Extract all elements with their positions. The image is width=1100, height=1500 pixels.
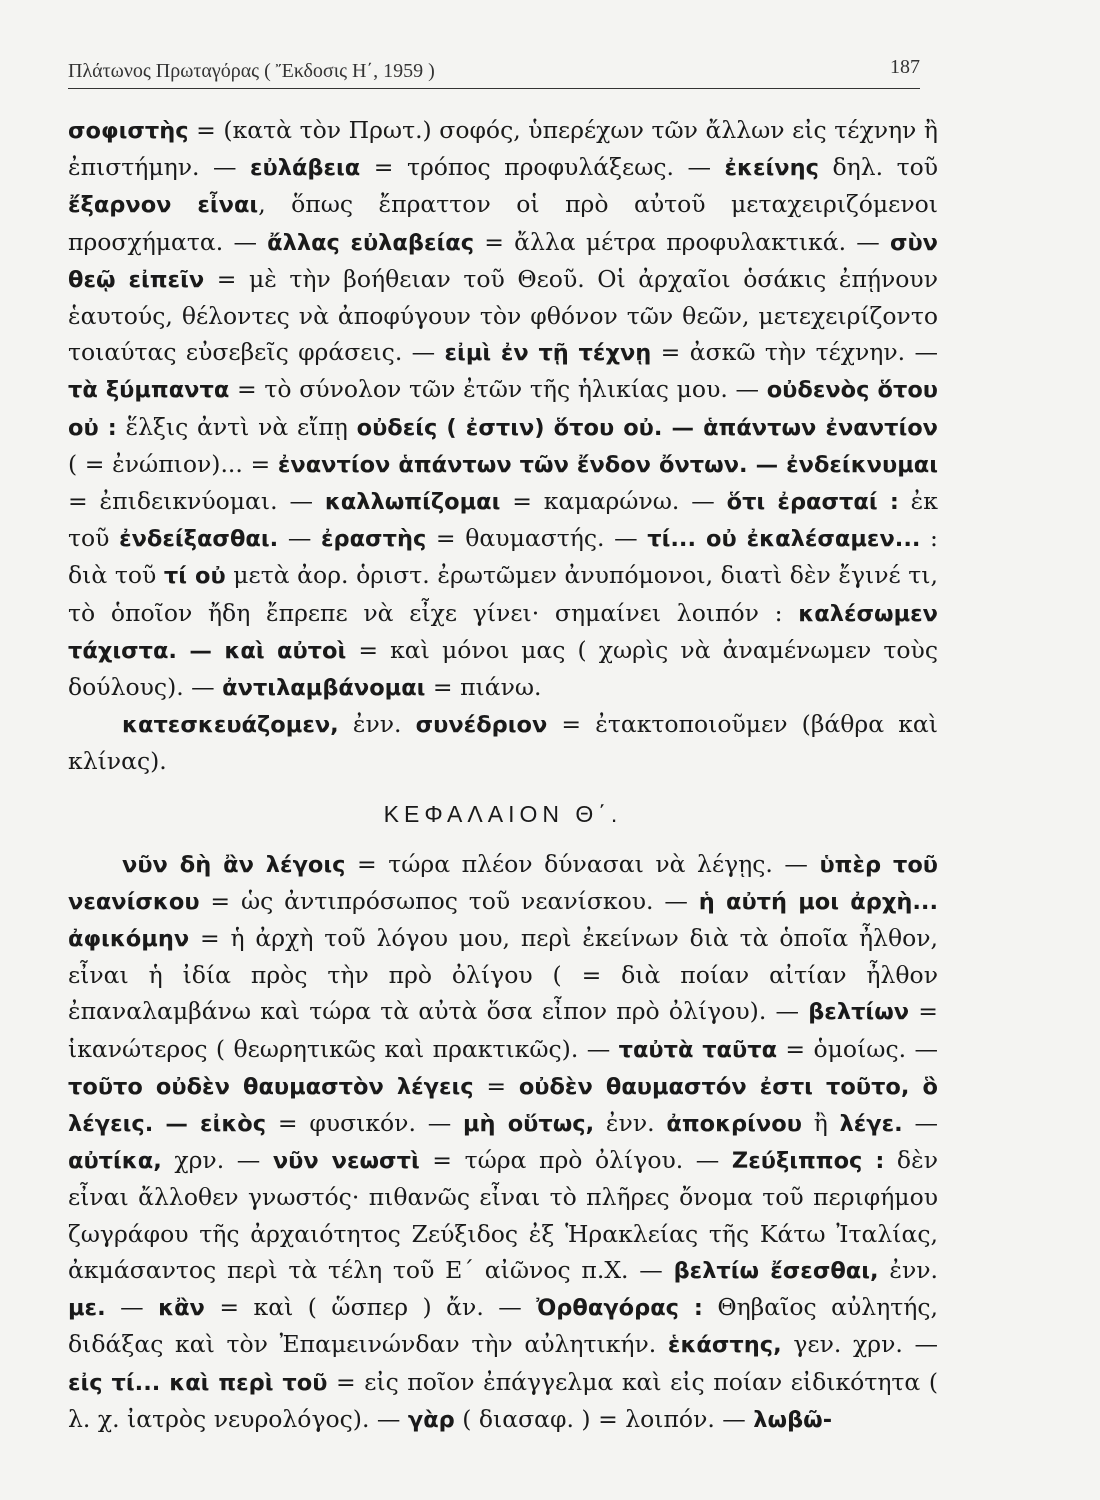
gloss-text: = μὲ τὴν βοήθειαν τοῦ Θεοῦ. Οἱ ἀρχαῖοι ὁσάκις ἐπῄνουν ἑαυτούς, θέλοντες νὰ ἀποφύγουν τὸν φθόνον τῶν θεῶν, μετεχειρίζοντο τοιαύτας εὐσεβεῖς φράσεις. — [68,264,939,367]
gloss-text: = εἰς ποῖον ἐπάγγελμα καὶ εἰς ποίαν εἰδικότητα ( λ. χ. ἰατρὸς νευρολόγος). — [68,1367,938,1433]
running-header [68,52,920,89]
gloss-text: = ἐτακτοποιοῦμεν (βάθρα καὶ κλίνας). [68,710,939,776]
gloss-text: ( διασαφ. ) = λοιπόν. — [454,1404,754,1433]
commentary-paragraph-1 [68,112,938,706]
gloss-text: = καμαρώνω. — [500,487,727,516]
gloss-text: δὲν εἶναι ἄλλοθεν γνωστός· πιθανῶς εἶναι τὸ πλῆρες ὄνομα τοῦ περιφήμου ζωγράφου τῆς ἀρχαιότητος Ζεύξιδος ἐξ Ἡρακλείας τῆς Κάτω Ἰταλίας, ἀκμάσαντος περὶ τὰ τέλη τοῦ Ε΄ αἰῶνος π.Χ. — [68,1146,938,1284]
commentary-paragraph-2 [68,706,938,779]
lemma-term: με. [68,1295,106,1322]
gloss-text: — [902,1109,938,1138]
gloss-text: ἐνν. [594,1109,667,1138]
gloss-text: = θαυμαστής. — [426,524,648,553]
gloss-text: = πιάνω. [425,673,542,702]
gloss-text: ἐκ τοῦ [68,487,938,553]
lemma-term: Ζεύξιππος : [731,1148,885,1175]
commentary-paragraph-3 [68,846,938,1438]
lemma-term: ὑπὲρ τοῦ νεανίσκου [68,851,938,915]
lemma-term: εἰς τί... καὶ περὶ τοῦ [68,1369,328,1396]
lemma-term: εὐλάβεια [250,155,361,182]
lemma-term: ἔξαρνον εἶναι [68,192,259,219]
gloss-text: = τρόπος προφυλάξεως. — [360,153,725,182]
lemma-term: ἐνδείξασθαι. [119,526,279,553]
lemma-term: ἄλλας εὐλαβείας [267,229,475,256]
lemma-term: ὅτι ἐρασταί : [726,489,899,516]
lemma-term: βελτίω ἔσεσθαι, [673,1257,879,1284]
gloss-text: = τώρα πλέον δύνασαι νὰ λέγῃς. — [345,849,820,878]
lemma-term: νῦν νεωστὶ [272,1148,420,1175]
lemma-term: λέγε. [839,1111,903,1138]
lemma-term: γὰρ [407,1406,455,1433]
lemma-term: σοφιστὴς [68,118,189,144]
gloss-text: ( = ἐνώπιον)... = [68,449,278,478]
gloss-text: = ἡ ἀρχὴ τοῦ λόγου μου, περὶ ἐκείνων διὰ τὰ ὁποῖα ἦλθον, εἶναι ἡ ἰδία πρὸς τὴν πρὸ ὀλίγου ( = διὰ ποίαν αἰτίαν ἦλθον ἐπαναλαμβάνω καὶ τώρα τὰ αὐτὰ ὅσα εἶπον πρὸ ὀλίγου). — [68,924,938,1026]
gloss-text: μετὰ ἀορ. ὁριστ. ἐρωτῶμεν ἀνυπόμονοι, διατὶ δὲν ἔγινέ τι, τὸ ὁποῖον ἤδη ἔπρεπε νὰ εἶχε γίνει· σημαίνει λοιπόν : [68,561,938,627]
gloss-text: ἕλξις ἀντὶ νὰ εἴπῃ [116,412,357,441]
gloss-text: = φυσικόν. — [266,1109,463,1138]
gloss-text: = (κατὰ τὸν Πρωτ.) σοφός, ὑπερέχων τῶν ἄλλων εἰς τέχνην ἢ ἐπιστήμην. — [68,116,938,182]
lemma-term: εἰμὶ ἐν τῇ τέχνῃ [444,340,652,367]
lemma-term: βελτίων [808,999,910,1026]
gloss-text: = ὡς ἀντιπρόσωπος τοῦ νεανίσκου. — [199,886,699,915]
lemma-term: τοῦτο οὐδὲν θαυμαστὸν λέγεις [68,1073,474,1100]
lemma-term: οὐδείς ( ἐστιν) ὅτου οὐ. — ἁπάντων ἐναντίον [356,414,938,441]
lemma-term: ἐραστὴς [320,526,427,553]
lemma-term: οὐδὲν θαυμαστόν ἐστι τοῦτο, ὃ λέγεις. — εἰκὸς [68,1073,938,1138]
gloss-text: = τὸ σύνολον τῶν ἐτῶν τῆς ἡλικίας μου. — [229,375,767,404]
lemma-term: σὺν θεῷ εἰπεῖν [68,229,938,293]
lemma-term: ἀποκρίνου [666,1111,802,1138]
lemma-term: καλλωπίζομαι [324,489,501,516]
lemma-term: τὰ ξύμπαντα [68,377,230,404]
lemma-term: ταὐτὰ ταῦτα [618,1036,778,1063]
gloss-text: ἐνν. [338,710,416,739]
gloss-text: = ἀσκῶ τὴν τέχνην. — [651,338,938,367]
lemma-term: λωβῶ- [753,1406,833,1433]
lemma-term: συνέδριον [415,712,548,739]
gloss-text: ἐνν. [878,1255,938,1284]
gloss-text: Θηβαῖος αὐλητής, διδάξας καὶ τὸν Ἐπαμεινώνδαν τὴν αὐλητικήν. [68,1293,938,1359]
gloss-text: = ἄλλα μέτρα προφυλακτικά. — [474,227,890,256]
gloss-text: = ἱκανώτερος ( θεωρητικῶς καὶ πρακτικῶς). — [68,997,938,1063]
lemma-term: μὴ οὕτως, [462,1111,595,1138]
lemma-term: τί... οὐ ἐκαλέσαμεν... [647,526,921,553]
gloss-text: = ἐπιδεικνύομαι. — [68,487,325,516]
lemma-term: Ὀρθαγόρας : [536,1295,703,1322]
gloss-text: : διὰ τοῦ [68,524,938,590]
page-number: 187 [890,56,920,78]
gloss-text: = καὶ ( ὥσπερ ) ἄν. — [204,1293,537,1322]
gloss-text: δηλ. τοῦ [818,153,938,182]
lemma-term: οὐδενὸς ὅτου οὐ : [68,377,938,441]
gloss-text: — [278,524,321,553]
lemma-term: ἡ αὐτή μοι ἀρχὴ... ἀφικόμην [68,888,938,953]
gloss-text: — [105,1293,159,1322]
header-title: Πλάτωνος Πρωταγόρας ( Ἔκδοσις Η΄, 1959 ) [68,60,435,82]
gloss-text: χρν. — [161,1146,273,1175]
chapter-heading: ΚΕΦΑΛΑΙΟΝ Θ΄. [383,800,623,827]
gloss-text: = καὶ μόνοι μας ( χωρὶς νὰ ἀναμένωμεν τοὺς δούλους). — [68,635,938,702]
gloss-text: = ὁμοίως. — [777,1034,938,1063]
lemma-term: κατεσκευάζομεν, [122,712,339,739]
lemma-term: τί οὐ [163,563,226,590]
lemma-term: ἑκάστης, [667,1332,782,1359]
lemma-term: κἂν [158,1295,205,1322]
gloss-text: γεν. χρν. — [781,1330,939,1359]
gloss-text: ἢ [801,1109,840,1138]
gloss-text: , ὅπως ἔπραττον οἱ πρὸ αὐτοῦ μεταχειριζόμενοι προσχήματα. — [68,190,938,256]
lemma-term: ἐκείνης [724,155,819,182]
lemma-term: ἐναντίον ἁπάντων τῶν ἔνδον ὄντων. — ἐνδείκνυμαι [277,451,938,478]
commentary-body [68,112,938,1438]
lemma-term: νῦν δὴ ἂν λέγοις [122,851,346,878]
lemma-term: αὐτίκα, [68,1148,162,1175]
lemma-term: καλέσωμεν τάχιστα. — καὶ αὐτοὶ [68,600,938,664]
gloss-text: = [473,1071,519,1100]
lemma-term: ἀντιλαμβάνομαι [222,675,426,702]
gloss-text: = τώρα πρὸ ὀλίγου. — [419,1146,732,1175]
